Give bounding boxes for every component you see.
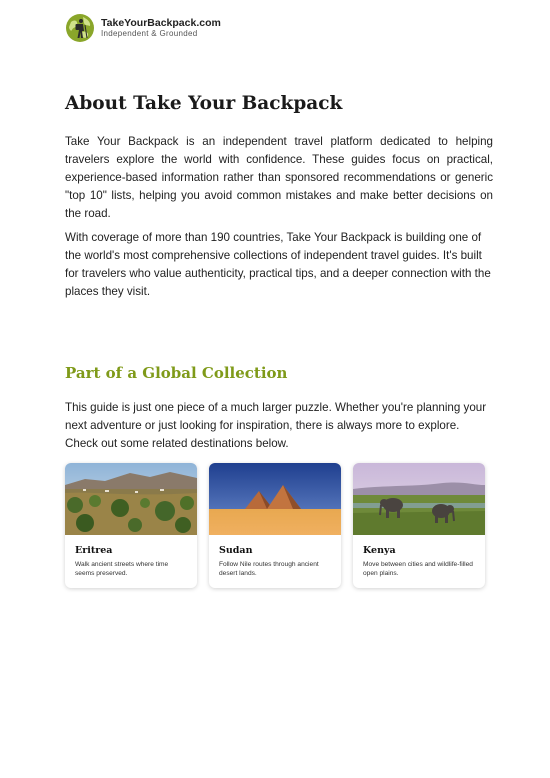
destination-card-eritrea[interactable] <box>65 463 197 588</box>
card-description: Move between cities and wildlife-filled open plains. <box>363 561 473 577</box>
globe-hiker-logo-icon <box>65 13 95 43</box>
destination-card-sudan[interactable] <box>209 463 341 588</box>
brand-tagline: Independent & Grounded <box>101 29 198 38</box>
card-title: Kenya <box>363 545 396 556</box>
destination-card-kenya[interactable] <box>353 463 485 588</box>
card-description: Walk ancient streets where time seems preserved. <box>75 561 169 577</box>
about-heading: About Take Your Backpack <box>65 93 343 114</box>
brand-name[interactable]: TakeYourBackpack.com <box>101 17 221 29</box>
sudan-pyramids-image <box>209 463 341 535</box>
collection-paragraph: This guide is just one piece of a much larger puzzle. Whether you're planning your next adventure or just looking for inspiration, there is always more to explore. Check out some related destinations below. <box>65 401 487 450</box>
card-title: Sudan <box>219 545 253 556</box>
card-title: Eritrea <box>75 545 113 556</box>
site-header <box>65 13 221 43</box>
kenya-elephants-image <box>353 463 485 535</box>
collection-heading: Part of a Global Collection <box>65 364 288 382</box>
about-paragraph-2: With coverage of more than 190 countries, Take Your Backpack is building one of the world's most comprehensive collections of independent travel guides. It's built for travelers who value authenticity, practical tips, and a deeper connection with the places they visit. <box>65 231 491 298</box>
eritrea-landscape-image <box>65 463 197 535</box>
about-paragraph-1: Take Your Backpack is an independent travel platform dedicated to helping travelers explore the world with confidence. These guides focus on practical, experience-based information rather than sponsored recommendations or generic "top 10" lists, helping you avoid common mistakes and make better decisions on the road. <box>65 135 493 220</box>
card-description: Follow Nile routes through ancient desert lands. <box>219 561 319 577</box>
